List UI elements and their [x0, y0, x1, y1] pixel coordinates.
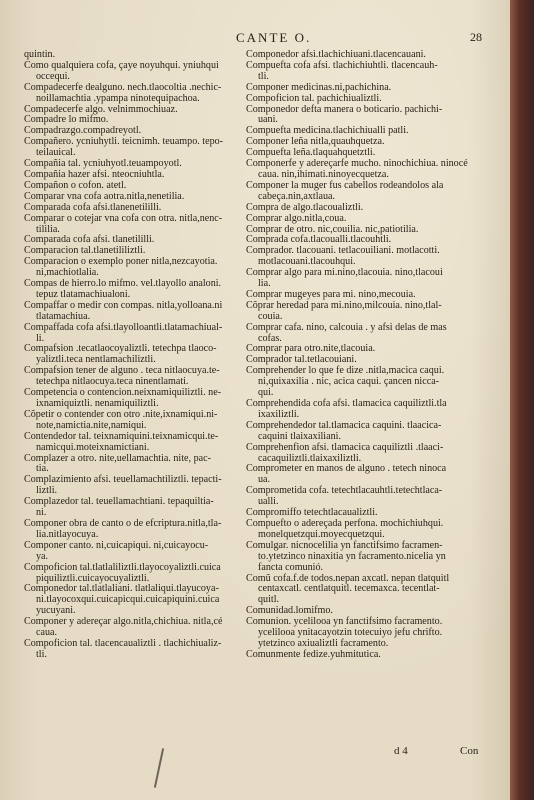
- dictionary-entry: [24, 584, 254, 617]
- entry-headword-line: Comprehenfion afsi. tlamacica caquiliztli .tlaaci-: [246, 441, 444, 453]
- catchword: Con: [460, 745, 479, 757]
- entry-headword-line: Comparacion o exemplo poner nitla,nezcayotia.: [24, 256, 218, 268]
- dictionary-entry: [246, 366, 488, 399]
- entry-headword-line: Compromiffo tetechtlacaualiztli.: [246, 507, 378, 519]
- entry-continuation-line: liztli.: [36, 485, 58, 497]
- binding-edge: [510, 0, 534, 800]
- entry-headword-line: Compañon o cofon. atetl.: [24, 179, 127, 191]
- entry-continuation-line: yucuyani.: [36, 605, 76, 617]
- entry-continuation-line: ycelilooa ynitacayotzin totecuiyo jefu chrifto.: [258, 627, 443, 639]
- entry-continuation-line: occequi.: [36, 70, 70, 82]
- dictionary-entry: [246, 519, 488, 541]
- entry-continuation-line: tli.: [36, 648, 47, 660]
- entry-headword-line: Compas de hierro.lo mifmo. vel.tlayollo analoni.: [24, 278, 222, 290]
- entry-continuation-line: namicqui.moteixnamictiani.: [36, 441, 150, 453]
- entry-headword-line: Complazedor tal. teuellamachtiani. tepaquiltia-: [24, 496, 214, 508]
- entry-headword-line: Comparar o cotejar vna cofa con otra. nitla,nenc-: [24, 212, 223, 224]
- entry-continuation-line: ixnamiquiztli. nenamiquiliztli.: [36, 398, 159, 409]
- entry-continuation-line: tli.: [258, 70, 269, 82]
- entry-headword-line: Comprador. tlacouani. tetlacouiliani. motlacotti.: [246, 245, 440, 257]
- entry-headword-line: Compuefto o adereçada perfona. mochichiuhqui.: [246, 517, 444, 529]
- entry-continuation-line: cofas.: [258, 332, 282, 344]
- right-column: [246, 50, 488, 661]
- entry-headword-line: Comprar de otro. nic,couilia. nic,patiotilia.: [246, 223, 419, 235]
- entry-continuation-line: centaxcatl. centlatquitl. tecemaxca. tecentlat-: [258, 583, 440, 595]
- entry-continuation-line: ya.: [36, 550, 49, 562]
- entry-continuation-line: motlacouani.tlacouhqui.: [258, 256, 356, 268]
- entry-headword-line: Comprar algo.nitla,coua.: [246, 212, 347, 224]
- entry-continuation-line: ni.tlayocoxqui.cuicapicqui.cuicapiquini.cuica: [36, 594, 220, 606]
- entry-headword-line: Componer y adereçar algo.nitla,chichiua. nitla,cé: [24, 616, 223, 628]
- entry-headword-line: Componedor defta manera o boticario. pachichi-: [246, 103, 443, 115]
- entry-headword-line: Compañia hazer afsi. nteocniuhtla.: [24, 168, 165, 180]
- entry-continuation-line: teilauical.: [36, 147, 76, 159]
- dictionary-entry: [246, 443, 488, 465]
- dictionary-entry: [246, 486, 488, 508]
- entry-continuation-line: cabeça.nin,axtlaua.: [258, 190, 336, 202]
- entry-headword-line: Compuefta cofa afsi. tlachichiuhtli. tlacencauh-: [246, 59, 438, 71]
- page-number: 28: [470, 30, 482, 44]
- entry-headword-line: Compañero. ycniuhytli. teicnimh. teuampo. tepo-: [24, 136, 224, 148]
- entry-headword-line: Compadecerfe algo. velnimmochiuaz.: [24, 103, 178, 115]
- dictionary-entry: [24, 563, 254, 585]
- entry-headword-line: Contendedor tal. teixnamiquini.teixnamicqui.te-: [24, 430, 219, 442]
- dictionary-entry: [24, 323, 254, 345]
- dictionary-entry: [246, 421, 488, 443]
- entry-headword-line: Compoficion tal. tlacencaualiztli . tlachichiualiz-: [24, 637, 222, 649]
- dictionary-entry: [246, 464, 488, 486]
- dictionary-entry: [24, 410, 254, 432]
- entry-headword-line: Compadre lo mifmo.: [24, 114, 109, 126]
- dictionary-entry: [24, 388, 254, 410]
- dictionary-entry: [24, 279, 254, 301]
- entry-headword-line: Compaffada cofa afsi.tlayolloantli.tlatamachiual-: [24, 321, 223, 333]
- entry-headword-line: Comunion. ycelilooa yn fanctifsimo facramento.: [246, 616, 443, 628]
- page-header: [0, 30, 510, 48]
- entry-continuation-line: quitl.: [258, 594, 280, 606]
- dictionary-entry: [24, 497, 254, 519]
- entry-headword-line: Comprehendida cofa afsi. tlamacica caquiliztli.tla: [246, 398, 447, 409]
- dictionary-entry: [246, 105, 488, 127]
- entry-continuation-line: ytetzinco axiualiztli facramento.: [258, 637, 389, 649]
- entry-continuation-line: piquiliztli.cuicayocuyaliztli.: [36, 572, 150, 584]
- entry-continuation-line: noillamachtia .ypampa ninotequipachoa.: [36, 92, 200, 104]
- dictionary-entry: [24, 61, 254, 83]
- dictionary-entry: [246, 617, 488, 650]
- dictionary-entry: [246, 399, 488, 421]
- entry-headword-line: Comunidad.lomifmo.: [246, 605, 333, 617]
- entry-headword-line: Comparada cofa afsi.tlanenetililli.: [24, 201, 162, 213]
- entry-headword-line: Comũ cofa.f.de todos.nepan axcatl. nepan tlatquitl: [246, 572, 450, 584]
- entry-continuation-line: tililia.: [36, 223, 60, 235]
- entry-continuation-line: caua.: [36, 627, 58, 639]
- dictionary-entry: [246, 246, 488, 268]
- entry-headword-line: Comprada cofa.tlacoualli.tlacouhtli.: [246, 234, 392, 246]
- dictionary-entry: [24, 301, 254, 323]
- entry-continuation-line: caquini tlaixaxiliani.: [258, 430, 341, 442]
- dictionary-entry: [24, 617, 254, 639]
- entry-continuation-line: tlatamachiua.: [36, 310, 91, 322]
- entry-headword-line: Cõpetir o contender con otro .nite,ixnamiqui.ni-: [24, 408, 218, 420]
- entry-continuation-line: ni,machiotlalia.: [36, 267, 99, 279]
- entry-headword-line: Comprar para otro.nite,tlacouia.: [246, 343, 376, 355]
- entry-headword-line: Compoficion tal.tlatlaliliztli.tlayocoyaliztli.cuica: [24, 561, 221, 573]
- entry-continuation-line: ua.: [258, 474, 271, 486]
- entry-headword-line: Componer obra de canto o de efcriptura.nitla,tla-: [24, 517, 222, 529]
- entry-headword-line: Compadecerfe dealguno. nech.tlaocoltia .nechic-: [24, 81, 222, 93]
- dictionary-entry: [246, 541, 488, 574]
- entry-headword-line: Componer leña nitla,quauhquetza.: [246, 136, 385, 148]
- entry-headword-line: Comunmente fedize.yuhmitutica.: [246, 648, 381, 660]
- dictionary-entry: [246, 650, 488, 661]
- entry-continuation-line: lia.: [258, 278, 271, 290]
- entry-headword-line: Comparada cofa afsi. tlanetililli.: [24, 234, 155, 246]
- entry-headword-line: Componer medicinas.ni,pachichina.: [246, 81, 392, 93]
- entry-continuation-line: lia.nitlayocuya.: [36, 528, 99, 540]
- dictionary-entry: [246, 323, 488, 345]
- running-title: CANTE O.: [236, 30, 312, 45]
- entry-continuation-line: uani.: [258, 114, 278, 126]
- dictionary-entry: [24, 137, 254, 159]
- entry-headword-line: Comprehendedor tal.tlamacica caquini. tlaacica-: [246, 419, 442, 431]
- entry-headword-line: Complazimiento afsi. teuellamachtiliztli. tepacti-: [24, 474, 222, 486]
- entry-headword-line: Compafsion tener de alguno . teca nitlaocuya.te-: [24, 365, 220, 377]
- entry-headword-line: Comprar algo para mi.nino,tlacouia. nino,tlacoui: [246, 267, 443, 279]
- entry-continuation-line: cacaquiliztli.tlaixaxiliztli.: [258, 452, 362, 464]
- entry-headword-line: Compañia tal. ycniuhyotl.teuampoyotl.: [24, 158, 182, 170]
- entry-headword-line: Componer canto. ni,cuicapiqui. ni,cuicayocu-: [24, 539, 209, 551]
- entry-continuation-line: ni.: [36, 507, 47, 519]
- dictionary-entry: [24, 519, 254, 541]
- entry-continuation-line: fancta comunió.: [258, 561, 324, 573]
- entry-continuation-line: to.ytetzinco ninaxitia yn facramento.nicelia yn: [258, 550, 446, 562]
- entry-headword-line: quintin.: [24, 49, 56, 60]
- entry-headword-line: Componer la muger fus cabellos rodeandolos ala: [246, 179, 444, 191]
- dictionary-entry: [246, 268, 488, 290]
- dictionary-entry: [246, 574, 488, 607]
- entry-headword-line: Componedor afsi.tlachichiuani.tlacencauani.: [246, 49, 426, 60]
- entry-continuation-line: yaliztli.teca nentlamachiliztli.: [36, 354, 156, 366]
- entry-headword-line: Compaffar o medir con compas. nitla,yolloana.ni: [24, 299, 223, 311]
- entry-continuation-line: ualli.: [258, 496, 279, 508]
- entry-headword-line: Comprador tal.tetlacouiani.: [246, 354, 357, 366]
- dictionary-entry: [246, 159, 488, 181]
- dictionary-entry: [24, 214, 254, 236]
- entry-continuation-line: tetechpa nitlaocuya.teca ninentlamati.: [36, 376, 189, 388]
- entry-headword-line: Compuefta medicina.tlachichiualli patli.: [246, 125, 409, 137]
- dictionary-entry: [24, 83, 254, 105]
- entry-headword-line: Comprar cafa. nino, calcouia . y afsi delas de mas: [246, 321, 447, 333]
- dictionary-entry: [246, 301, 488, 323]
- entry-headword-line: Cõprar heredad para mi.nino,milcouia. nino,tlal-: [246, 299, 442, 311]
- entry-continuation-line: couia.: [258, 310, 283, 322]
- entry-continuation-line: qui.: [258, 387, 274, 399]
- entry-continuation-line: note,namictia.nite,namiqui.: [36, 419, 147, 431]
- entry-headword-line: Complazer a otro. nite,uellamachtia. nite, pac-: [24, 452, 211, 464]
- dictionary-entry: [24, 639, 254, 661]
- dictionary-entry: [246, 61, 488, 83]
- entry-continuation-line: ni,quixaxilia . nic, acica caqui. çancen nicca-: [258, 376, 440, 388]
- entry-headword-line: Comparacion tal.tlanetililiztli.: [24, 245, 146, 257]
- entry-headword-line: Comulgar. nicnocelilia yn fanctifsimo facramen-: [246, 539, 443, 551]
- entry-headword-line: Comprometida cofa. tetechtlacauhtli.tetechtlaca-: [246, 485, 443, 497]
- entry-headword-line: Comprehender lo que fe dize .nitla,macica caqui.: [246, 365, 445, 377]
- dictionary-entry: [24, 257, 254, 279]
- entry-continuation-line: tepuz tlatamachiualoni.: [36, 288, 131, 300]
- entry-continuation-line: ixaxiliztli.: [258, 408, 300, 420]
- entry-continuation-line: monelquetzqui.moyecquetzqui.: [258, 528, 385, 540]
- entry-headword-line: Como qualquiera cofa, çaye noyuhqui. yniuhqui: [24, 59, 219, 71]
- entry-continuation-line: tia.: [36, 463, 49, 475]
- entry-headword-line: Componedor tal.tlatlaliani. tlatlaliqui.tlayucoya-: [24, 583, 219, 595]
- signature-mark: d 4: [394, 745, 408, 757]
- entry-headword-line: Compoficion tal. pachichiualiztli.: [246, 92, 382, 104]
- page-footer: [0, 745, 510, 759]
- entry-headword-line: Comparar vna cofa aotra.nitla,nenetilia.: [24, 190, 185, 202]
- entry-headword-line: Comprometer en manos de alguno . tetech ninoca: [246, 463, 447, 475]
- entry-headword-line: Compadrazgo.compadreyotl.: [24, 125, 142, 137]
- entry-headword-line: Comprar mugeyes para mi. nino,mecouia.: [246, 288, 416, 300]
- entry-headword-line: Compra de algo.tlacoualiztli.: [246, 201, 364, 213]
- dictionary-entry: [24, 344, 254, 366]
- dictionary-entry: [24, 432, 254, 454]
- dictionary-entry: [24, 541, 254, 563]
- entry-headword-line: Competencia o contencion.neixnamiquiliztli. ne-: [24, 387, 222, 399]
- dictionary-entry: [24, 454, 254, 476]
- dictionary-entry: [246, 181, 488, 203]
- dictionary-entry: [24, 475, 254, 497]
- entry-headword-line: Compafsion .tecatlaocoyaliztli. tetechpa tlaoco-: [24, 343, 217, 355]
- entry-headword-line: Compuefta leña.tlaquahquetztli.: [246, 147, 376, 159]
- entry-headword-line: Componerfe y adereçarfe mucho. ninochichiua. ninocé: [246, 158, 468, 170]
- entry-continuation-line: caua. nin,ihimati.ninoyecquetza.: [258, 168, 389, 180]
- entry-continuation-line: li.: [36, 332, 45, 344]
- left-column: [24, 50, 254, 661]
- dictionary-entry: [24, 366, 254, 388]
